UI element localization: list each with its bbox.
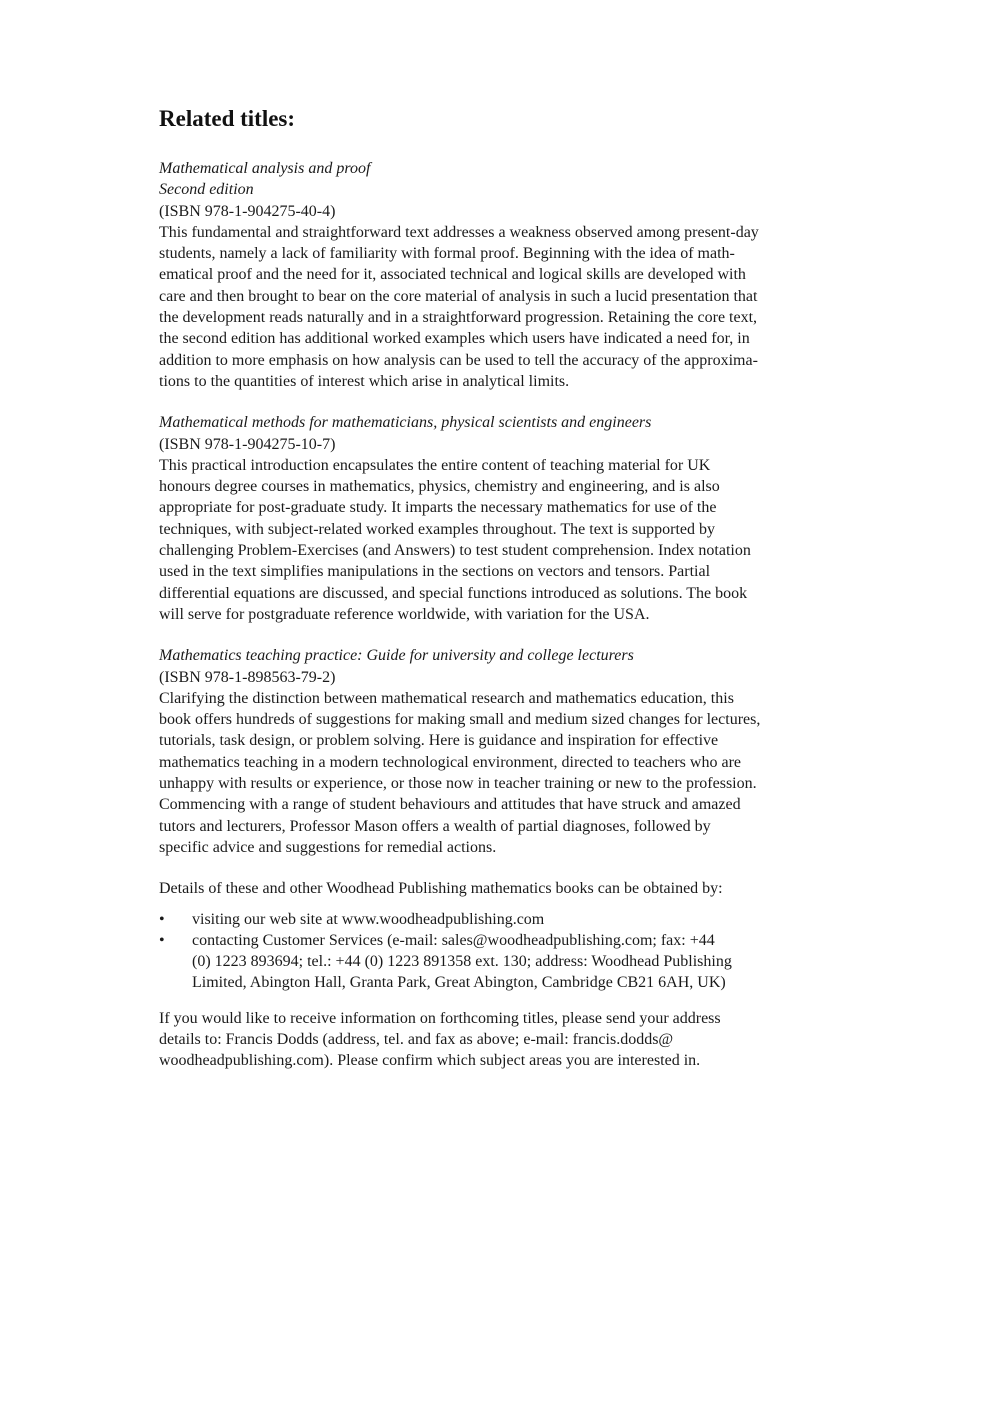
description-line: Commencing with a range of student behaviours and attitudes that have struck and amazed: [159, 796, 741, 814]
bullet-icon: •: [159, 931, 165, 949]
book-entry-mathematical-methods: [159, 412, 849, 625]
contact-line: Limited, Abington Hall, Granta Park, Great Abington, Cambridge CB21 6AH, UK): [192, 974, 726, 992]
description-line: appropriate for post-graduate study. It imparts the necessary mathematics for use of the: [159, 499, 717, 517]
book-isbn: (ISBN 978-1-904275-10-7): [159, 435, 336, 453]
description-line: addition to more emphasis on how analysis can be used to tell the accuracy of the approxima-: [159, 351, 758, 369]
description-line: unhappy with results or experience, or those now in teacher training or new to the profession.: [159, 775, 757, 793]
description-line: care and then brought to bear on the core material of analysis in such a lucid presentation that: [159, 287, 758, 305]
book-isbn: (ISBN 978-1-904275-40-4): [159, 202, 336, 220]
book-edition: Second edition: [159, 181, 254, 199]
description-line: differential equations are discussed, and special functions introduced as solutions. The book: [159, 584, 748, 602]
book-description: [159, 222, 849, 392]
contact-line: visiting our web site at www.woodheadpublishing.com: [192, 910, 545, 928]
closing-line: details to: Francis Dodds (address, tel. and fax as above; e-mail: francis.dodds@: [159, 1030, 674, 1048]
description-line: This fundamental and straightforward text addresses a weakness observed among present-day: [159, 223, 759, 241]
description-line: ematical proof and the need for it, associated technical and logical skills are developed with: [159, 266, 746, 284]
book-description: [159, 455, 849, 625]
description-line: students, namely a lack of familiarity with formal proof. Beginning with the idea of math-: [159, 245, 735, 263]
contact-text: [192, 930, 849, 994]
description-line: tions to the quantities of interest which arise in analytical limits.: [159, 372, 570, 390]
book-isbn: (ISBN 978-1-898563-79-2): [159, 668, 336, 686]
description-line: techniques, with subject-related worked examples throughout. The text is supported by: [159, 520, 716, 538]
description-line: specific advice and suggestions for remedial actions.: [159, 838, 497, 856]
contact-text: [192, 909, 849, 930]
book-description: [159, 688, 849, 858]
description-line: the second edition has additional worked examples which users have indicated a need for, in: [159, 330, 750, 348]
description-line: tutorials, task design, or problem solving. Here is guidance and inspiration for effective: [159, 732, 719, 750]
description-line: the development reads naturally and in a straightforward progression. Retaining the core text,: [159, 309, 758, 327]
book-title: Mathematics teaching practice: Guide for university and college lecturers: [159, 647, 634, 665]
page-heading: Related titles:: [159, 106, 296, 131]
page-content: [159, 105, 849, 1072]
book-title: Mathematical analysis and proof: [159, 160, 371, 177]
closing-line: woodheadpublishing.com). Please confirm which subject areas you are interested in.: [159, 1052, 701, 1070]
description-line: This practical introduction encapsulates the entire content of teaching material for UK: [159, 456, 711, 474]
contact-line: (0) 1223 893694; tel.: +44 (0) 1223 891358 ext. 130; address: Woodhead Publishing: [192, 953, 732, 971]
bullet-icon: •: [159, 910, 165, 928]
description-line: book offers hundreds of suggestions for making small and medium sized changes for lectures,: [159, 711, 761, 729]
closing-paragraph: [159, 1008, 849, 1072]
contact-item-website: [159, 909, 849, 930]
book-entry-teaching-practice: [159, 645, 849, 858]
book-title: Mathematical methods for mathematicians, physical scientists and engineers: [159, 414, 652, 432]
closing-line: If you would like to receive information on forthcoming titles, please send your address: [159, 1009, 721, 1027]
description-line: honours degree courses in mathematics, physics, chemistry and engineering, and is also: [159, 478, 720, 496]
description-line: mathematics teaching in a modern technological environment, directed to teachers who are: [159, 753, 741, 771]
description-line: Clarifying the distinction between mathematical research and mathematics education, this: [159, 689, 734, 707]
description-line: will serve for postgraduate reference worldwide, with variation for the USA.: [159, 605, 650, 623]
contact-line: contacting Customer Services (e-mail: sales@woodheadpublishing.com; fax: +44: [192, 931, 715, 949]
contact-list: [159, 909, 849, 994]
description-line: used in the text simplifies manipulations in the sections on vectors and tensors. Partial: [159, 563, 711, 581]
book-entry-analysis-and-proof: [159, 158, 849, 392]
description-line: challenging Problem-Exercises (and Answers) to test student comprehension. Index notation: [159, 542, 751, 560]
details-intro: Details of these and other Woodhead Publishing mathematics books can be obtained by:: [159, 880, 723, 898]
description-line: tutors and lecturers, Professor Mason offers a wealth of partial diagnoses, followed by: [159, 817, 711, 835]
contact-item-customer-services: [159, 930, 849, 994]
